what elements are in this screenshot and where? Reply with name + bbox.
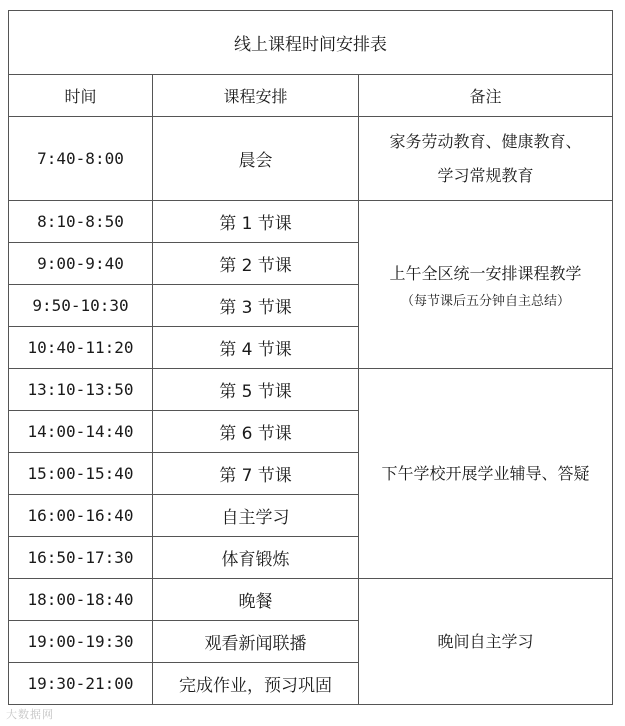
title-row [9,11,613,75]
header-note: 备注 [359,75,613,117]
table-row [9,201,613,243]
table-row [9,117,613,201]
time-cell: 14:00-14:40 [9,411,153,453]
header-row [9,75,613,117]
note-cell-morning-meeting [359,117,613,201]
schedule-table [8,10,613,705]
course-cell: 第 7 节课 [153,453,359,495]
note-text: 家务劳动教育、健康教育、 [389,131,582,151]
course-cell: 观看新闻联播 [153,621,359,663]
course-cell: 第 4 节课 [153,327,359,369]
note-cell-morning-classes [359,201,613,369]
course-cell: 体育锻炼 [153,537,359,579]
time-cell: 15:00-15:40 [9,453,153,495]
note-cell-afternoon: 下午学校开展学业辅导、答疑 [359,369,613,579]
header-course: 课程安排 [153,75,359,117]
course-cell: 第 5 节课 [153,369,359,411]
course-cell: 第 1 节课 [153,201,359,243]
time-cell: 9:00-9:40 [9,243,153,285]
time-cell: 19:30-21:00 [9,663,153,705]
table-title: 线上课程时间安排表 [9,11,613,75]
watermark: 大数据网 [6,708,54,721]
table-row [9,579,613,621]
course-cell: 自主学习 [153,495,359,537]
time-cell: 18:00-18:40 [9,579,153,621]
note-text: 上午全区统一安排课程教学 [389,263,582,283]
course-cell: 第 2 节课 [153,243,359,285]
header-time: 时间 [9,75,153,117]
course-cell: 第 6 节课 [153,411,359,453]
note-cell-evening: 晚间自主学习 [359,579,613,705]
time-cell: 10:40-11:20 [9,327,153,369]
time-cell: 8:10-8:50 [9,201,153,243]
time-cell: 19:00-19:30 [9,621,153,663]
time-cell: 13:10-13:50 [9,369,153,411]
course-cell: 晨会 [153,117,359,201]
course-cell: 晚餐 [153,579,359,621]
course-cell: 完成作业，预习巩固 [153,663,359,705]
note-text: 学习常规教育 [437,165,534,185]
note-subtext: （每节课后五分钟自主总结） [401,293,571,309]
table-row [9,369,613,411]
course-cell: 第 3 节课 [153,285,359,327]
time-cell: 16:50-17:30 [9,537,153,579]
time-cell: 7:40-8:00 [9,117,153,201]
time-cell: 9:50-10:30 [9,285,153,327]
time-cell: 16:00-16:40 [9,495,153,537]
